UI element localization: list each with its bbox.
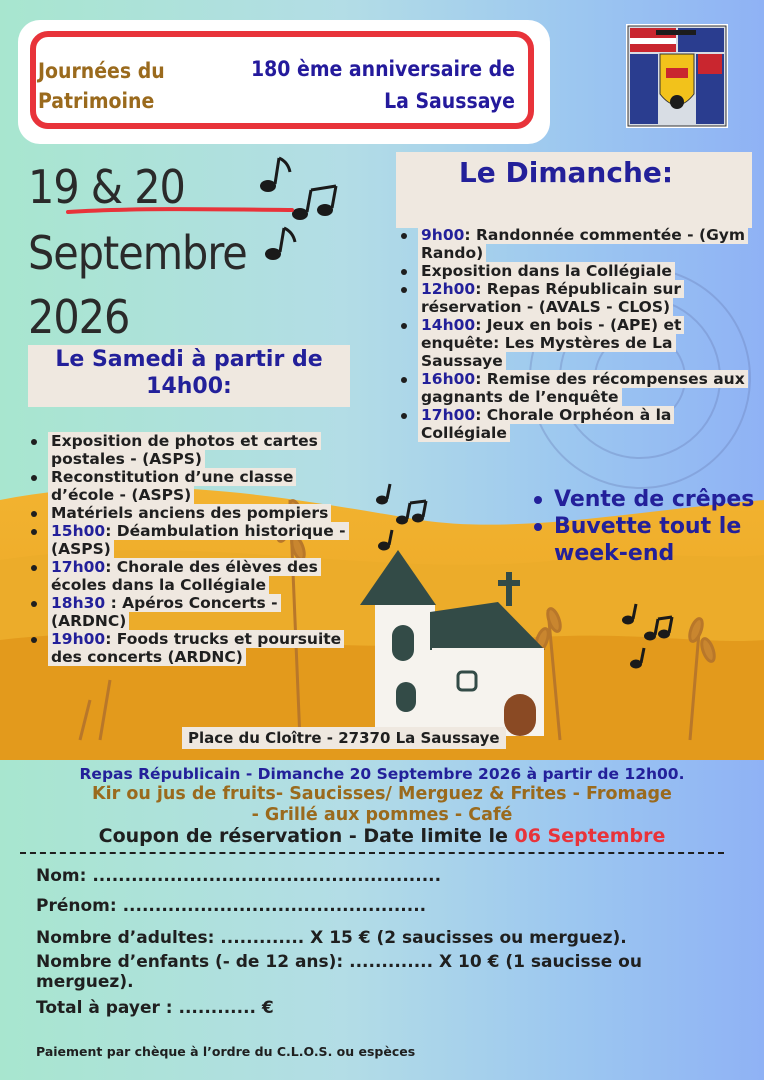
form-adultes-field[interactable]: Nombre d’adultes: ............. X 15 € (2 saucisses ou merguez). <box>36 928 627 948</box>
list-item <box>398 406 758 442</box>
samedi-item-text: : Déambulation historique -(ASPS) <box>51 522 346 558</box>
samedi-item-time: 17h00 <box>51 558 106 576</box>
dimanche-item-text: : Remise des récompenses aux gagnants de l’enquête <box>421 370 745 406</box>
list-item <box>398 370 758 406</box>
dimanche-item-time: 9h00 <box>421 226 465 244</box>
samedi-item-text: Matériels anciens des pompiers <box>51 504 329 522</box>
date-days: 19 & 20 <box>28 160 185 214</box>
cut-line-divider <box>20 852 724 854</box>
list-item <box>28 504 358 522</box>
form-nom-field[interactable]: Nom: ...................................................... <box>36 866 442 886</box>
payment-note: Paiement par chèque à l’ordre du C.L.O.S. ou espèces <box>36 1044 416 1059</box>
samedi-item-text: Reconstitution d’une classe d’école - (ASPS) <box>51 468 294 504</box>
list-item <box>398 262 758 280</box>
dimanche-item-text: : Chorale Orphéon à la Collégiale <box>421 406 672 442</box>
list-item <box>28 630 358 666</box>
list-item <box>398 280 758 316</box>
dimanche-item-time: 14h00 <box>421 316 476 334</box>
samedi-item-text: Exposition de photos et cartes postales - (ASPS) <box>51 432 318 468</box>
form-enfants-field[interactable]: Nombre d’enfants (- de 12 ans): ............. X 10 € (1 saucisse ou merguez). <box>36 952 642 992</box>
dimanche-program-list <box>398 226 758 442</box>
list-item <box>398 316 758 370</box>
repas-announcement: Repas Républicain - Dimanche 20 Septembre 2026 à partir de 12h00. <box>79 765 685 783</box>
samedi-title <box>28 346 350 400</box>
dimanche-item-text: : Jeux en bois - (APE) et enquête: Les Mystères de La Saussaye <box>421 316 682 370</box>
banner-right-line2: La Saussaye <box>384 89 515 113</box>
form-prenom-field[interactable]: Prénom: ............................................... <box>36 896 427 916</box>
list-item <box>28 558 358 594</box>
dimanche-item-text: : Repas Républicain sur réservation - (AVALS - CLOS) <box>421 280 682 316</box>
dimanche-item-text: : Randonnée commentée - (Gym Rando) <box>421 226 746 262</box>
samedi-title-line1: Le Samedi à partir de <box>55 347 323 372</box>
samedi-item-time: 18h30 <box>51 594 106 612</box>
samedi-item-text: : Chorale des élèves des écoles dans la Collégiale <box>51 558 318 594</box>
repas-menu: Kir ou jus de fruits- Saucisses/ Merguez & Frites - Fromage - Grillé aux pommes - Café <box>92 784 672 825</box>
samedi-item-text: : Foods trucks et poursuite des concerts (ARDNC) <box>51 630 342 666</box>
list-item <box>28 468 358 504</box>
samedi-item-time: 19h00 <box>51 630 106 648</box>
dimanche-item-time: 12h00 <box>421 280 476 298</box>
coupon-label: Coupon de réservation - Date limite le <box>98 825 515 847</box>
banner-journees-patrimoine <box>38 56 188 116</box>
banner-left-line2: Patrimoine <box>38 89 155 113</box>
samedi-title-line2: 14h00: <box>146 374 232 399</box>
banner-right-line1: 180 ème anniversaire de <box>251 57 515 81</box>
samedi-program-list <box>28 432 358 666</box>
date-year: 2026 <box>28 290 130 344</box>
coat-of-arms-icon <box>626 24 728 128</box>
extras-item-buvette: Buvette tout le week-end <box>532 513 762 567</box>
list-item <box>28 594 358 630</box>
list-item <box>398 226 758 262</box>
extras-item-crepes: Vente de crêpes <box>532 486 762 513</box>
samedi-item-time: 15h00 <box>51 522 106 540</box>
list-item <box>28 522 358 558</box>
event-address: Place du Cloître - 27370 La Saussaye <box>182 727 506 749</box>
extras-list <box>532 486 762 567</box>
list-item <box>28 432 358 468</box>
samedi-item-text: : Apéros Concerts - (ARDNC) <box>51 594 278 630</box>
coupon-deadline: 06 Septembre <box>514 825 666 847</box>
form-total-field[interactable]: Total à payer : ............ € <box>36 998 274 1018</box>
dimanche-item-time: 16h00 <box>421 370 476 388</box>
date-underline-stroke <box>66 206 294 216</box>
banner-left-line1: Journées du <box>38 59 165 83</box>
coupon-heading <box>0 825 764 847</box>
banner-anniversaire <box>195 53 515 117</box>
dimanche-item-text: Exposition dans la Collégiale <box>421 262 672 280</box>
dimanche-item-time: 17h00 <box>421 406 476 424</box>
date-month: Septembre <box>28 226 247 280</box>
dimanche-title: Le Dimanche: <box>458 156 674 189</box>
